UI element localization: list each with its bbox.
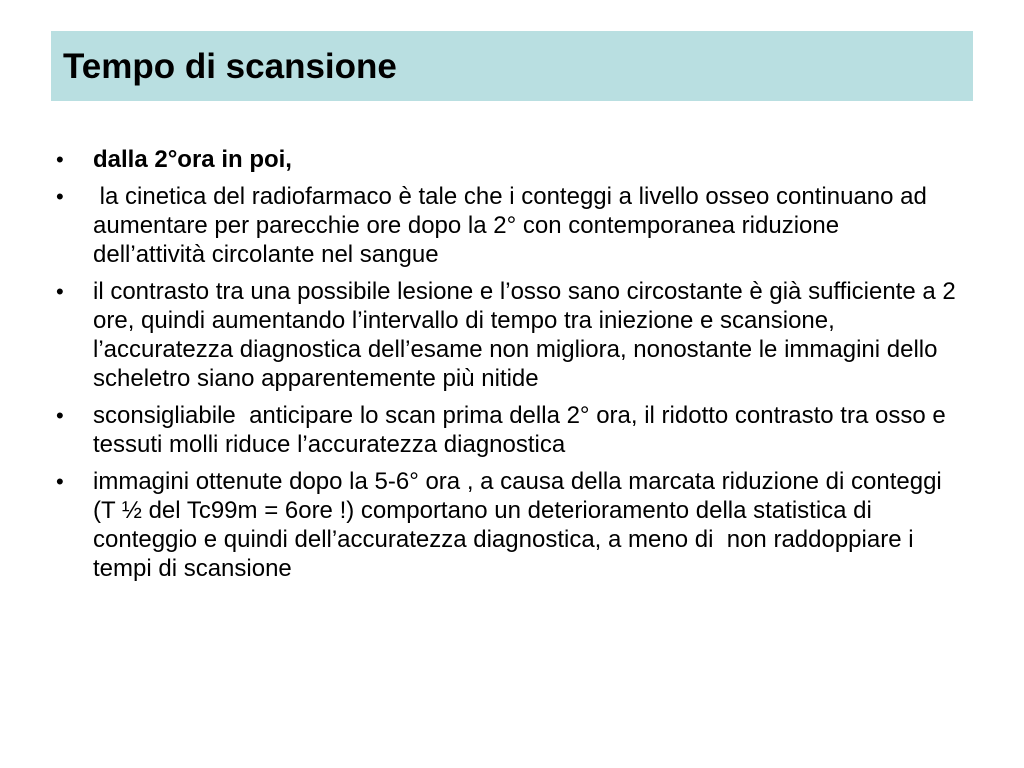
bullet-text: sconsigliabile anticipare lo scan prima della 2° ora, il ridotto contrasto tra osso e tessuti molli riduce l’accuratezza diagnostica bbox=[93, 402, 953, 458]
bullet-dot-icon: • bbox=[56, 147, 64, 172]
bullet-item bbox=[56, 467, 956, 583]
bullet-dot-icon: • bbox=[56, 403, 64, 428]
bullet-item bbox=[56, 277, 963, 393]
bullet-text: immagini ottenute dopo la 5-6° ora , a causa della marcata riduzione di conteggi (T ½ del Tc99m = 6ore !) comportano un deterioramento della statistica di conteggio e quindi dell’accuratezza diagnostica, a meno di non raddoppiare i tempi di scansione bbox=[93, 468, 949, 582]
slide-title: Tempo di scansione bbox=[63, 47, 397, 86]
bullet-dot-icon: • bbox=[56, 184, 64, 209]
bullet-list bbox=[56, 145, 963, 591]
bullet-dot-icon: • bbox=[56, 279, 64, 304]
bullet-dot-icon: • bbox=[56, 469, 64, 494]
bullet-item bbox=[56, 182, 956, 269]
title-bar bbox=[51, 31, 973, 101]
bullet-text: la cinetica del radiofarmaco è tale che i conteggi a livello osseo continuano ad aumentare per parecchie ore dopo la 2° con contemporanea riduzione dell’attività circolante nel sangue bbox=[93, 183, 934, 268]
bullet-text: dalla 2°ora in poi, bbox=[93, 146, 292, 173]
bullet-item bbox=[56, 145, 956, 174]
bullet-text: il contrasto tra una possibile lesione e l’osso sano circostante è già sufficiente a 2 ore, quindi aumentando l’intervallo di tempo tra iniezione e scansione, l’accuratezza diagnostica dell’esame non migliora, nonostante le immagini dello scheletro siano apparentemente più nitide bbox=[93, 278, 963, 392]
bullet-item bbox=[56, 401, 956, 459]
